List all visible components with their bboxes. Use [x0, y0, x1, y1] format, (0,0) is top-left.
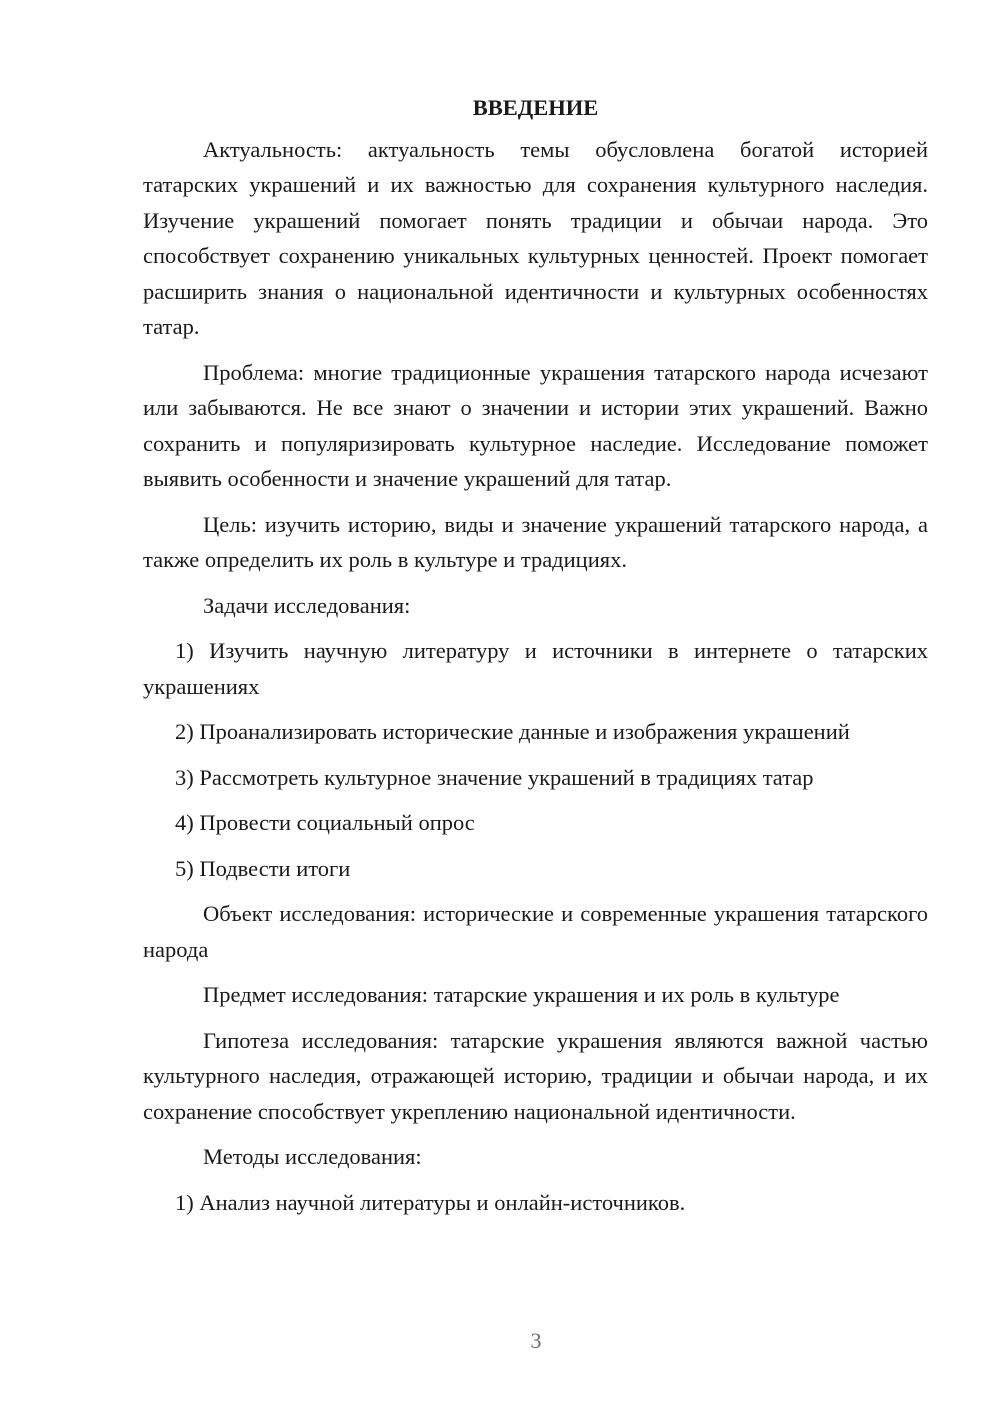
task-item-3: 3) Рассмотреть культурное значение украшений в традициях татар [175, 764, 814, 790]
hypothesis-paragraph: Гипотеза исследования: татарские украшения являются важной частью культурного наследия, отражающей историю, традиции и обычаи народа, и их сохранение способствует укреплению национальной идентичности. [143, 1027, 928, 1124]
problem-paragraph: Проблема: многие традиционные украшения татарского народа исчезают или забываются. Не все знают о значении и истории этих украшений. Важно сохранить и популяризировать культурное наследие. Исследование поможет выявить особенности и значение украшений для татар. [143, 359, 928, 491]
document-page [143, 90, 928, 1230]
page-title: ВВЕДЕНИЕ [472, 95, 599, 120]
goal-paragraph: Цель: изучить историю, виды и значение украшений татарского народа, а также определить их роль в культуре и традициях. [143, 511, 928, 572]
object-paragraph: Объект исследования: исторические и современные украшения татарского народа [143, 901, 928, 962]
page-number: 3 [530, 1328, 542, 1353]
subject-paragraph: Предмет исследования: татарские украшения и их роль в культуре [203, 982, 840, 1007]
task-item-1: 1) Изучить научную литературу и источники в интернете о татарских украшениях [143, 638, 928, 699]
relevance-paragraph: Актуальность: актуальность темы обусловлена богатой историей татарских украшений и их важностью для сохранения культурного наследия. Изучение украшений помогает понять традиции и обычаи народа. Это способствует сохранению уникальных культурных ценностей. Проект помогает расширить знания о национальной идентичности и культурных особенностях татар. [143, 136, 928, 339]
task-item-2: 2) Проанализировать исторические данные и изображения украшений [175, 719, 850, 744]
tasks-heading: Задачи исследования: [203, 592, 411, 618]
methods-heading: Методы исследования: [203, 1144, 422, 1169]
task-item-5: 5) Подвести итоги [175, 855, 351, 881]
task-item-4: 4) Провести социальный опрос [175, 810, 475, 835]
method-item-1: 1) Анализ научной литературы и онлайн-источников. [175, 1189, 686, 1215]
